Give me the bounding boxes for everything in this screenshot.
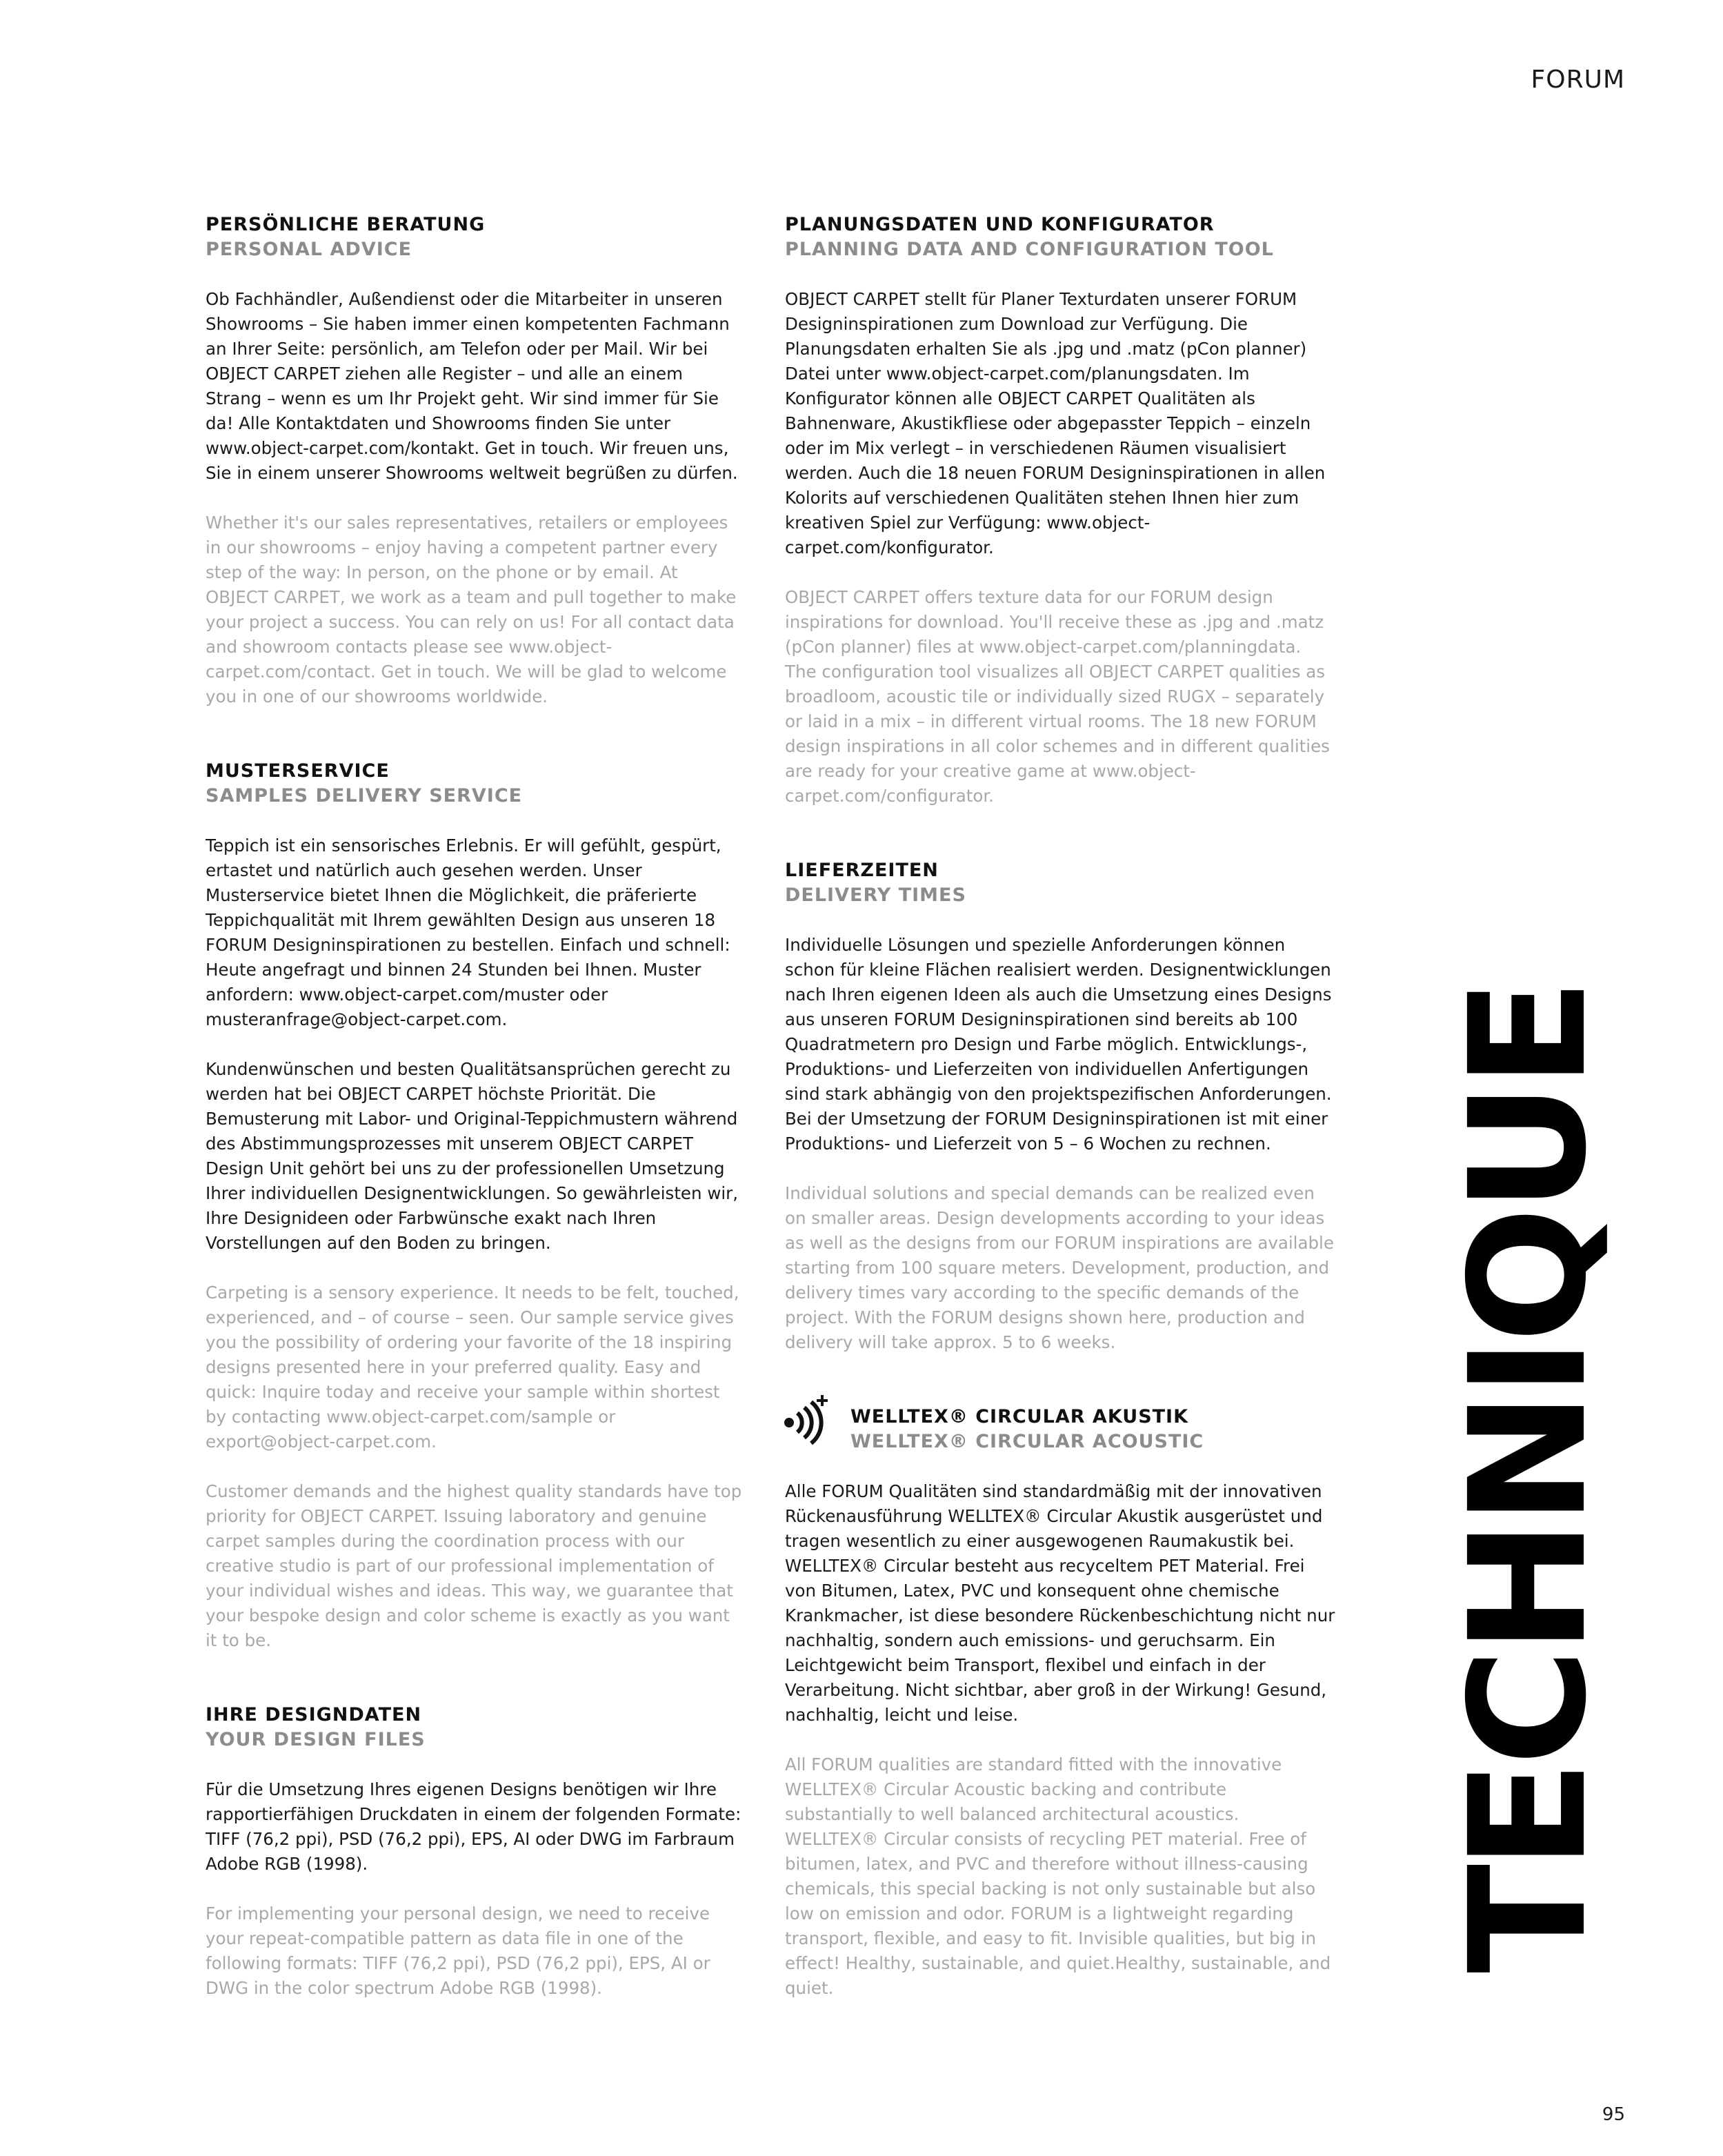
paragraph-en: For implementing your personal design, we need to receive your repeat-compatible pattern as data file in one of the following formats: TIFF (76,2 ppi), PSD (76,2 ppi), EPS, AI or DWG in the color spectrum Adobe RGB (1998). [206, 1903, 710, 1998]
section-title-de: MUSTERSERVICE [206, 760, 390, 782]
section-title-en: PLANNING DATA AND CONFIGURATION TOOL [785, 239, 1274, 260]
section-design-files [206, 1703, 744, 2001]
page-number: 95 [1602, 2104, 1625, 2125]
section-title-en: SAMPLES DELIVERY SERVICE [206, 785, 523, 807]
header-label: FORUM [1531, 66, 1625, 94]
section-title-de: PLANUNGSDATEN UND KONFIGURATOR [785, 214, 1215, 235]
paragraph-de: OBJECT CARPET stellt für Planer Texturdaten unserer FORUM Designinspirationen zum Download zur Verfügung. Die Planungsdaten erhalten Sie als .jpg und .matz (pCon planner) Datei unter www.object-carpet.com/planungsdaten. Im Konfigurator können alle OBJECT CARPET Qualitäten als Bahnenware, Akustikfliese oder abgepasster Teppich – einzeln oder im Mix verlegt – in verschiedenen Räumen visualisiert werden. Auch die 18 neuen FORUM Designinspirationen in allen Kolorits auf verschiedenen Qualitäten stehen Ihnen hier zum kreativen Spiel zur Verfügung: www.object-carpet.com/konfigurator. [785, 289, 1326, 557]
section-title-de: WELLTEX® CIRCULAR AKUSTIK [850, 1406, 1189, 1427]
paragraph-de: Individuelle Lösungen und spezielle Anforderungen können schon für kleine Flächen realisiert werden. Designentwicklungen nach Ihren eigenen Ideen als auch die Umsetzung eines Designs aus unseren FORUM Designinspirationen sind bereits ab 100 Quadratmetern pro Design und Farbe möglich. Entwicklungs-, Produktions- und Lieferzeiten von individuellen Anfertigungen sind stark abhängig von den projektspezifischen Anforderungen. Bei der Umsetzung der FORUM Designinspirationen ist mit einer Produktions- und Lieferzeit von 5 – 6 Wochen zu rechnen. [785, 935, 1332, 1154]
paragraph-en: All FORUM qualities are standard fitted with the innovative WELLTEX® Circular Acoustic backing and contribute substantially to well balanced architectural acoustics. WELLTEX® Circular consists of recycling PET material. Free of bitumen, latex, and PVC and therefore without illness-causing chemicals, this special backing is not only sustainable but also low on emission and odor. FORUM is a lightweight regarding transport, flexible, and easy to fit. Invisible qualities, but big in effect! Healthy, sustainable, and quiet.Healthy, sustainable, and quiet. [785, 1754, 1331, 1998]
section-samples-delivery [206, 759, 744, 1653]
paragraph-en: Individual solutions and special demands can be realized even on smaller areas. Design developments according to your ideas as well as the designs from our FORUM inspirations are available starting from 100 square meters. Development, production, and delivery times vary according to the specific demands of the project. With the FORUM designs shown here, production and delivery will take approx. 5 to 6 weeks. [785, 1183, 1334, 1352]
paragraph-de: Kundenwünschen und besten Qualitätsansprüchen gerecht zu werden hat bei OBJECT CARPET höchste Priorität. Die Bemusterung mit Labor- und Original-Teppichmustern während des Abstimmungsprozesses mit unserem OBJECT CARPET Design Unit gehört bei uns zu der professionellen Umsetzung Ihrer individuellen Designentwicklungen. So gewährleisten wir, Ihre Designideen oder Farbwünsche exakt nach Ihren Vorstellungen auf den Boden zu bringen. [206, 1059, 739, 1253]
section-title-de: LIEFERZEITEN [785, 860, 939, 881]
left-column [206, 212, 744, 2050]
paragraph-de: Teppich ist ein sensorisches Erlebnis. Er will gefühlt, gespürt, ertastet und natürlich auch gesehen werden. Unser Musterservice bietet Ihnen die Möglichkeit, die präferierte Teppichqualität mit Ihrem gewählten Design aus unseren 18 FORUM Designinspirationen zu bestellen. Einfach und schnell: Heute angefragt und binnen 24 Stunden bei Ihnen. Muster anfordern: www.object-carpet.com/muster oder musteranfrage@object-carpet.com. [206, 835, 730, 1029]
section-planning-data [785, 212, 1337, 809]
section-title-en: DELIVERY TIMES [785, 884, 966, 906]
section-title-en: WELLTEX® CIRCULAR ACOUSTIC [850, 1431, 1204, 1452]
paragraph-de: Ob Fachhändler, Außendienst oder die Mitarbeiter in unseren Showrooms – Sie haben immer einen kompetenten Fachmann an Ihrer Seite: persönlich, am Telefon oder per Mail. Wir bei OBJECT CARPET ziehen alle Register – und alle an einem Strang – wenn es um Ihr Projekt geht. Wir sind immer für Sie da! Alle Kontaktdaten und Showrooms finden Sie unter www.object-carpet.com/kontakt. Get in touch. Wir freuen uns, Sie in einem unserer Showrooms weltweit begrüßen zu dürfen. [206, 289, 738, 483]
right-column [785, 212, 1337, 2050]
paragraph-en: Whether it's our sales representatives, retailers or employees in our showrooms – enjoy having a competent partner every step of the way: In person, on the phone or by email. At OBJECT CARPET, we work as a team and pull together to make your project a success. You can rely on us! For all contact data and showroom contacts please see www.object-carpet.com/contact. Get in touch. We will be glad to welcome you in one of our showrooms worldwide. [206, 513, 737, 706]
section-title-en: PERSONAL ADVICE [206, 239, 412, 260]
section-title-de: PERSÖNLICHE BERATUNG [206, 214, 486, 235]
section-title-en: YOUR DESIGN FILES [206, 1729, 426, 1750]
paragraph-en: Carpeting is a sensory experience. It needs to be felt, touched, experienced, and – of course – seen. Our sample service gives you the possibility of ordering your favorite of the 18 inspiring designs presented here in your preferred quality. Easy and quick: Inquire today and receive your sample within shortest by contacting www.object-carpet.com/sample or export@object-carpet.com. [206, 1283, 739, 1452]
paragraph-de: Für die Umsetzung Ihres eigenen Designs benötigen wir Ihre rapportierfähigen Druckdaten in einem der folgenden Formate: TIFF (76,2 ppi), PSD (76,2 ppi), EPS, AI oder DWG im Farbraum Adobe RGB (1998). [206, 1779, 741, 1874]
acoustic-waves-icon [779, 1392, 835, 1447]
paragraph-de: Alle FORUM Qualitäten sind standardmäßig mit der innovativen Rückenausführung WELLTEX® Circular Akustik ausgerüstet und tragen wesentlich zu einer ausgewogenen Raumakustik bei. WELLTEX® Circular besteht aus recyceltem PET Material. Frei von Bitumen, Latex, PVC und konsequent ohne chemische Krankmacher, ist diese besondere Rückenbeschichtung nicht nur nachhaltig, sondern auch emissions- und geruchsarm. Ein Leichtgewicht beim Transport, flexibel und einfach in der Verarbeitung. Nicht sichtbar, aber groß in der Wirkung! Gesund, nachhaltig, leicht und leise. [785, 1481, 1335, 1725]
paragraph-en: Customer demands and the highest quality standards have top priority for OBJECT CARPET. Issuing laboratory and genuine carpet samples during the coordination process with our creative studio is part of our professional implementation of your individual wishes and ideas. This way, we guarantee that your bespoke design and color scheme is exactly as you want it to be. [206, 1481, 742, 1650]
vertical-title: TECHNIQUE [1435, 984, 1622, 1973]
section-welltex [785, 1405, 1337, 2001]
section-delivery-times [785, 858, 1337, 1355]
section-personal-advice [206, 212, 744, 709]
paragraph-en: OBJECT CARPET offers texture data for our FORUM design inspirations for download. You'll receive these as .jpg and .matz (pCon planner) files at www.object-carpet.com/planningdata. The configuration tool visualizes all OBJECT CARPET qualities as broadloom, acoustic tile or individually sized RUGX – separately or laid in a mix – in different virtual rooms. The 18 new FORUM design inspirations in all color schemes and in different qualities are ready for your creative game at www.object-carpet.com/configurator. [785, 587, 1330, 806]
section-title-de: IHRE DESIGNDATEN [206, 1704, 422, 1725]
